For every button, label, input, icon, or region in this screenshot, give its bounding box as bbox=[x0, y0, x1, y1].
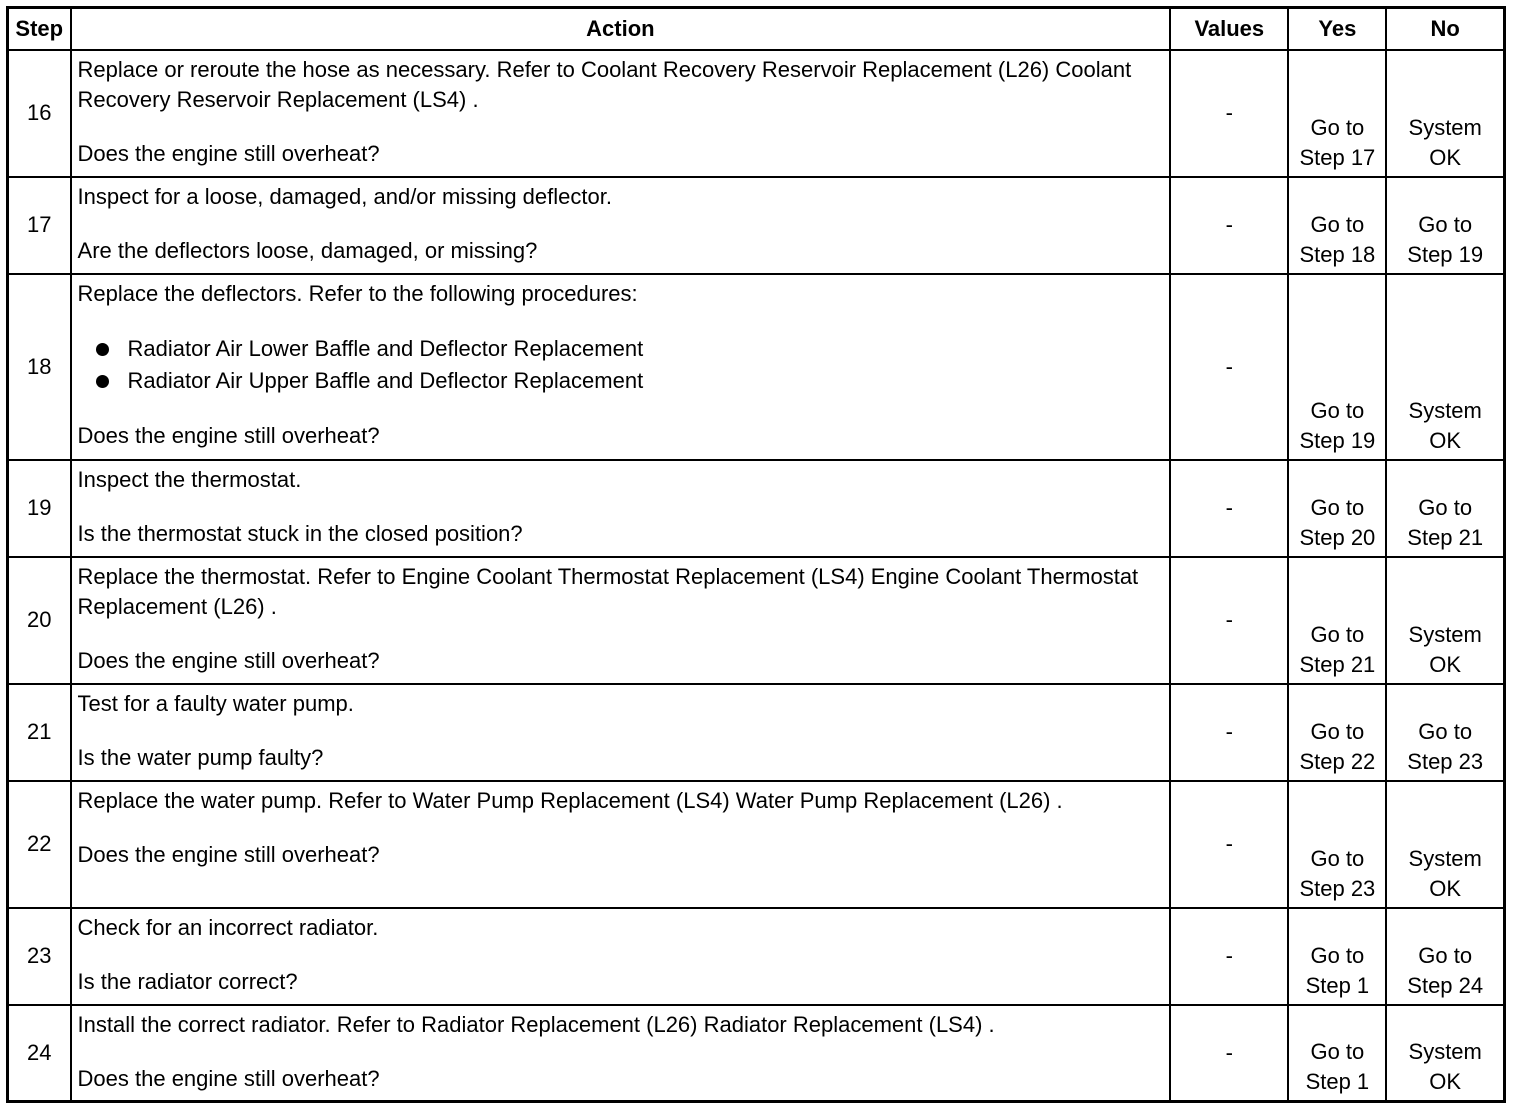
step-number: 24 bbox=[8, 1005, 71, 1102]
no-link[interactable]: Go to Step 23 bbox=[1407, 718, 1484, 774]
bullet-item bbox=[94, 333, 1164, 365]
spacer bbox=[78, 943, 1164, 967]
values-cell: - bbox=[1170, 684, 1288, 781]
yes-link[interactable]: Go to Step 21 bbox=[1299, 621, 1376, 677]
no-link[interactable]: Go to Step 19 bbox=[1407, 211, 1484, 267]
header-row bbox=[8, 8, 1505, 50]
values-cell: - bbox=[1170, 460, 1288, 557]
table-row bbox=[8, 684, 1505, 781]
yes-link[interactable]: Go to Step 17 bbox=[1299, 114, 1376, 170]
no-link[interactable]: System OK bbox=[1408, 1039, 1482, 1094]
action-instruction: Install the correct radiator. Refer to Radiator Replacement (L26) Radiator Replacement (LS4) . bbox=[77, 1011, 995, 1037]
no-cell bbox=[1386, 557, 1504, 684]
no-cell bbox=[1386, 684, 1504, 781]
diagnostic-table bbox=[6, 6, 1506, 1103]
action-question: Does the engine still overheat? bbox=[77, 140, 380, 166]
action-question: Are the deflectors loose, damaged, or missing? bbox=[77, 237, 538, 263]
no-cell bbox=[1386, 177, 1504, 274]
table-row bbox=[8, 274, 1505, 460]
action-instruction: Check for an incorrect radiator. bbox=[77, 914, 379, 940]
action-instruction: Test for a faulty water pump. bbox=[77, 690, 354, 716]
step-number: 21 bbox=[8, 684, 71, 781]
yes-cell bbox=[1288, 557, 1386, 684]
table-row bbox=[8, 908, 1505, 1005]
action-instruction: Inspect for a loose, damaged, and/or missing deflector. bbox=[77, 183, 612, 209]
header-action: Action bbox=[71, 8, 1171, 50]
yes-link[interactable]: Go to Step 19 bbox=[1299, 397, 1376, 453]
step-number: 22 bbox=[8, 781, 71, 908]
step-number: 16 bbox=[8, 50, 71, 177]
no-cell bbox=[1386, 460, 1504, 557]
spacer bbox=[78, 115, 1164, 139]
yes-link[interactable]: Go to Step 1 bbox=[1305, 942, 1370, 998]
yes-link[interactable]: Go to Step 1 bbox=[1305, 1039, 1370, 1094]
action-cell bbox=[71, 177, 1171, 274]
yes-cell bbox=[1288, 274, 1386, 460]
no-link[interactable]: Go to Step 21 bbox=[1407, 494, 1484, 550]
no-link[interactable]: System OK bbox=[1408, 114, 1482, 170]
spacer bbox=[78, 309, 1164, 333]
values-cell: - bbox=[1170, 50, 1288, 177]
action-instruction: Replace the deflectors. Refer to the following procedures: bbox=[77, 280, 638, 306]
no-link[interactable]: Go to Step 24 bbox=[1407, 942, 1484, 998]
action-question: Does the engine still overheat? bbox=[77, 647, 380, 673]
yes-link[interactable]: Go to Step 22 bbox=[1299, 718, 1376, 774]
action-instruction: Replace or reroute the hose as necessary. Refer to Coolant Recovery Reservoir Replacement (L26) Coolant Recovery Reservoir Replacement (LS4) . bbox=[77, 56, 1132, 112]
values-cell: - bbox=[1170, 781, 1288, 908]
action-question: Does the engine still overheat? bbox=[77, 841, 380, 867]
table-row bbox=[8, 177, 1505, 274]
action-cell bbox=[71, 908, 1171, 1005]
table-row bbox=[8, 557, 1505, 684]
no-link[interactable]: System OK bbox=[1408, 845, 1482, 901]
no-cell bbox=[1386, 50, 1504, 177]
bullet-text[interactable]: Radiator Air Lower Baffle and Deflector Replacement bbox=[127, 335, 644, 361]
action-cell bbox=[71, 781, 1171, 908]
action-question: Does the engine still overheat? bbox=[77, 1065, 380, 1091]
no-cell bbox=[1386, 908, 1504, 1005]
header-yes: Yes bbox=[1288, 8, 1386, 50]
step-number: 18 bbox=[8, 274, 71, 460]
yes-cell bbox=[1288, 1005, 1386, 1102]
values-cell: - bbox=[1170, 557, 1288, 684]
header-values: Values bbox=[1170, 8, 1288, 50]
values-cell: - bbox=[1170, 908, 1288, 1005]
spacer bbox=[78, 495, 1164, 519]
action-instruction: Replace the thermostat. Refer to Engine Coolant Thermostat Replacement (LS4) Engine Coolant Thermostat Replacement (L26) . bbox=[77, 563, 1139, 619]
yes-cell bbox=[1288, 177, 1386, 274]
spacer bbox=[78, 1040, 1164, 1064]
bullet-dot-icon bbox=[96, 343, 109, 356]
header-step: Step bbox=[8, 8, 71, 50]
spacer bbox=[78, 212, 1164, 236]
bullet-dot-icon bbox=[96, 375, 109, 388]
action-question: Is the radiator correct? bbox=[77, 968, 298, 994]
action-instruction: Inspect the thermostat. bbox=[77, 466, 302, 492]
step-number: 20 bbox=[8, 557, 71, 684]
yes-link[interactable]: Go to Step 23 bbox=[1299, 845, 1376, 901]
no-cell bbox=[1386, 781, 1504, 908]
step-number: 19 bbox=[8, 460, 71, 557]
values-cell: - bbox=[1170, 274, 1288, 460]
table-body bbox=[8, 50, 1505, 1102]
yes-cell bbox=[1288, 908, 1386, 1005]
spacer bbox=[78, 622, 1164, 646]
step-number: 17 bbox=[8, 177, 71, 274]
no-cell bbox=[1386, 274, 1504, 460]
yes-cell bbox=[1288, 50, 1386, 177]
action-cell bbox=[71, 684, 1171, 781]
table-row bbox=[8, 460, 1505, 557]
header-no: No bbox=[1386, 8, 1504, 50]
spacer bbox=[78, 719, 1164, 743]
yes-cell bbox=[1288, 460, 1386, 557]
action-cell bbox=[71, 274, 1171, 460]
table-row bbox=[8, 1005, 1505, 1102]
bullet-text[interactable]: Radiator Air Upper Baffle and Deflector Replacement bbox=[127, 367, 644, 393]
yes-link[interactable]: Go to Step 18 bbox=[1299, 211, 1376, 267]
action-question: Is the water pump faulty? bbox=[77, 744, 324, 770]
yes-link[interactable]: Go to Step 20 bbox=[1299, 494, 1376, 550]
bullet-item bbox=[94, 365, 1164, 397]
spacer bbox=[78, 816, 1164, 840]
action-cell bbox=[71, 557, 1171, 684]
values-cell: - bbox=[1170, 177, 1288, 274]
bullet-list bbox=[78, 333, 1164, 397]
yes-cell bbox=[1288, 684, 1386, 781]
action-cell bbox=[71, 50, 1171, 177]
yes-cell bbox=[1288, 781, 1386, 908]
table-row bbox=[8, 50, 1505, 177]
action-question: Does the engine still overheat? bbox=[77, 422, 380, 448]
no-cell bbox=[1386, 1005, 1504, 1102]
step-number: 23 bbox=[8, 908, 71, 1005]
action-cell bbox=[71, 460, 1171, 557]
action-question: Is the thermostat stuck in the closed position? bbox=[77, 520, 523, 546]
spacer bbox=[78, 397, 1164, 421]
no-link[interactable]: System OK bbox=[1408, 621, 1482, 677]
action-instruction: Replace the water pump. Refer to Water Pump Replacement (LS4) Water Pump Replacement (L26) . bbox=[77, 787, 1063, 813]
table-row bbox=[8, 781, 1505, 908]
no-link[interactable]: System OK bbox=[1408, 397, 1482, 453]
action-cell bbox=[71, 1005, 1171, 1102]
values-cell: - bbox=[1170, 1005, 1288, 1102]
